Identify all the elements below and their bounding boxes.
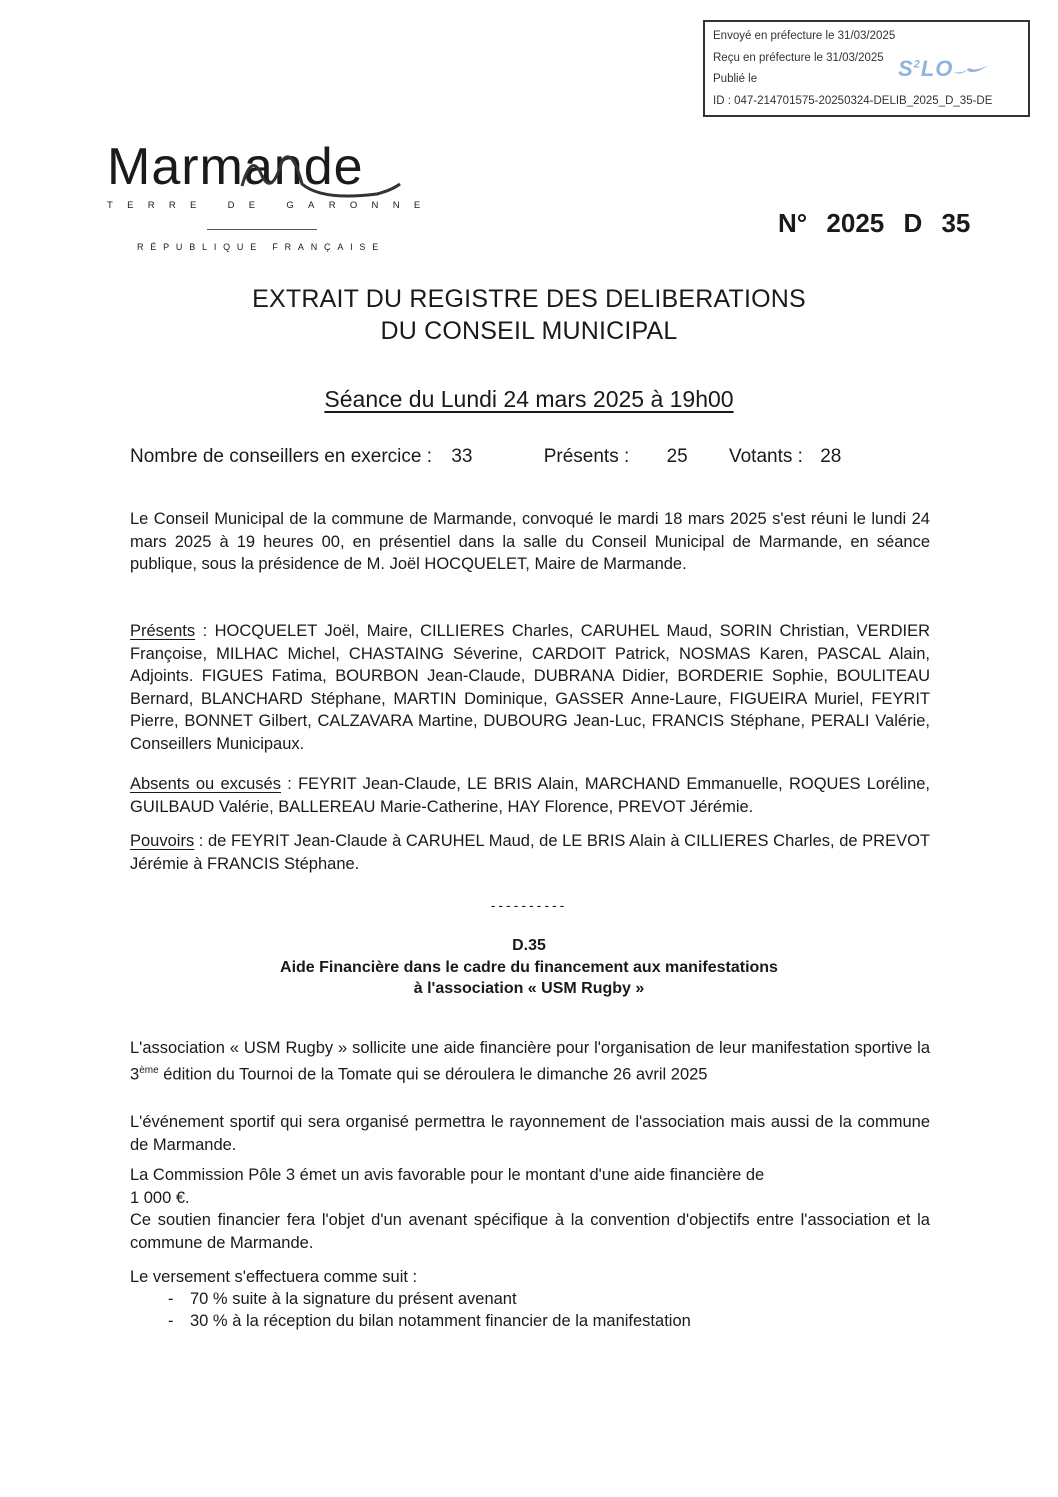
pouvoirs-label: Pouvoirs [130,832,195,850]
exercice-value: 33 [451,446,473,467]
deliberation-number: N° 2025 D 35 [778,208,971,238]
title-line-2: DU CONSEIL MUNICIPAL [380,317,678,345]
republic-label: RÉPUBLIQUE FRANÇAISE [137,242,386,252]
payment-item: - 30 % à la réception du bilan notamment financier de la manifestation [130,1310,930,1333]
logo-swirl-icon [202,146,402,201]
s2lo-logo-s: S [898,56,914,81]
pouvoirs-list: : de FEYRIT Jean-Claude à CARUHEL Maud, de LE BRIS Alain à CILLIERES Charles, de PREVOT Jérémie à FRANCIS Stéphane. [130,832,930,873]
request-paragraph [130,1037,930,1086]
commission-paragraph [130,1164,930,1254]
prefecture-stamp [703,20,1030,117]
subject-line-1: Aide Financière dans le cadre du financement aux manifestations [280,958,778,976]
votants-value: 28 [820,446,842,467]
logo-tagline: TERRE DE GARONNE [107,200,435,211]
presents-list: : HOCQUELET Joël, Maire, CILLIERES Charles, CARUHEL Maud, SORIN Christian, VERDIER Françoise, MILHAC Michel, CHASTAING Séverine, CARDOIT Patrick, NOSMAS Karen, PASCAL Alain, Adjoints. FIGUES Fatima, BOURBON Jean-Claude, DUBRANA Didier, BORDERIE Sophie, BOULITEAU Bernard, BLANCHARD Stéphane, MARTIN Dominique, GASSER Anne-Laure, FIGUEIRA Muriel, FEYRIT Pierre, BONNET Gilbert, CALZAVARA Martine, DUBOURG Jean-Luc, FRANCIS Stéphane, PERALI Valérie, Conseillers Municipaux. [130,622,930,753]
pouvoirs-paragraph [130,830,930,875]
title-line-1: EXTRAIT DU REGISTRE DES DELIBERATIONS [252,285,806,313]
payment-paragraph [130,1266,930,1333]
intro-paragraph [130,508,930,576]
avenant-text: Ce soutien financier fera l'objet d'un avenant spécifique à la convention d'objectifs entre l'association et la commune de Marmande. [130,1211,930,1252]
exercice-label: Nombre de conseillers en exercice : [130,446,433,467]
absents-paragraph [130,773,930,818]
request-text-a: L'association « USM Rugby » sollicite une aide financière pour l'organisation de leur manifestation sportive la 3 [130,1039,930,1083]
votants-label: Votants : [728,446,803,467]
stamp-published: Publié le [713,73,758,85]
amount-text: 1 000 €. [130,1188,190,1207]
council-counts [130,446,841,468]
stamp-id: ID : 047-214701575-20250324-DELIB_2025_D_35-DE [713,94,993,107]
marmande-logo [107,138,435,252]
s2lo-logo-lo: LO [920,56,954,81]
deliberation-subject [0,935,1058,1000]
event-paragraph [130,1111,930,1156]
section-separator: ---------- [490,897,568,913]
commission-text: La Commission Pôle 3 émet un avis favorable pour le montant d'une aide financière de [130,1166,765,1184]
seance-date: Séance du Lundi 24 mars 2025 à 19h00 [324,386,734,412]
subject-code: D.35 [512,937,546,954]
intro-text: Le Conseil Municipal de la commune de Marmande, convoqué le mardi 18 mars 2025 s'est réuni le lundi 24 mars 2025 à 19 heures 00, en présentiel dans la salle du Conseil Municipal de Marmande, en séance publique, sous la présidence de M. Joël HOCQUELET, Maire de Marmande. [130,510,930,573]
logo-wordmark: Marmande [107,138,364,196]
presents-paragraph [130,620,930,755]
payment-list [130,1288,930,1333]
edition-superscript: ème [139,1064,159,1076]
event-text: L'événement sportif qui sera organisé permettra le rayonnement de l'association mais aussi de la commune de Marmande. [130,1113,930,1154]
presents-count-value: 25 [666,446,688,467]
s2lo-logo-sup: 2 [913,58,921,71]
logo-divider [207,229,317,230]
payment-intro: Le versement s'effectuera comme suit : [130,1268,418,1286]
seance-heading [0,386,1058,413]
s2lo-logo [898,56,991,82]
stamp-sent-date: Envoyé en préfecture le 31/03/2025 [713,30,896,42]
payment-item: - 70 % suite à la signature du présent avenant [130,1288,930,1311]
absents-list: : FEYRIT Jean-Claude, LE BRIS Alain, MARCHAND Emmanuelle, ROQUES Loréline, GUILBAUD Valérie, BALLEREAU Marie-Catherine, HAY Florence, PREVOT Jérémie. [130,775,931,816]
presents-label: Présents [130,622,196,640]
absents-label: Absents ou excusés [130,775,281,793]
request-text-b: édition du Tournoi de la Tomate qui se déroulera le dimanche 26 avril 2025 [158,1065,708,1083]
document-title [0,283,1058,347]
s2lo-swoosh-icon [951,62,991,78]
presents-count-label: Présents : [543,446,630,467]
subject-line-2: à l'association « USM Rugby » [413,980,645,997]
stamp-received-date: Reçu en préfecture le 31/03/2025 [713,51,884,64]
